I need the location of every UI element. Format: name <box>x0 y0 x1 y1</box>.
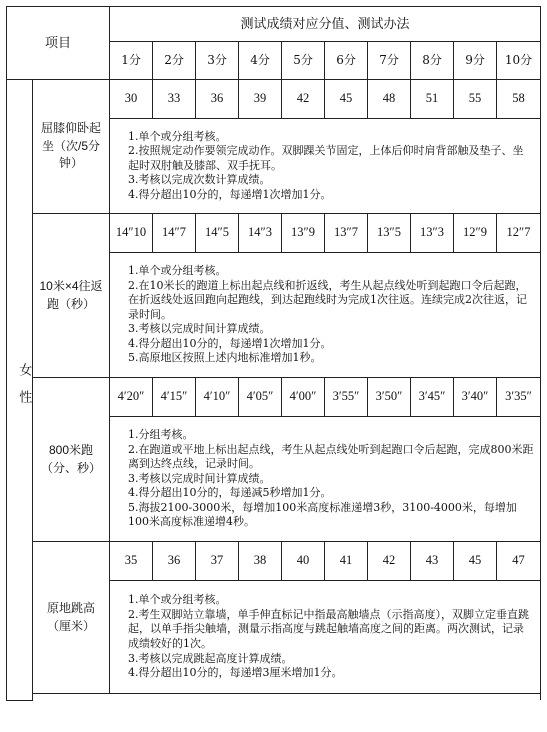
shuttle-run-method <box>110 253 541 378</box>
shuttle-value-5: 13″9 <box>282 214 325 253</box>
score-7: 7分 <box>368 42 411 80</box>
jump-value-10: 47 <box>497 542 541 581</box>
jump-value-3: 37 <box>196 542 239 581</box>
score-10: 10分 <box>497 42 541 80</box>
run-800m-value-3: 4′10″ <box>196 378 239 417</box>
situp-method <box>110 119 541 214</box>
run-800m-value-7: 3′50″ <box>368 378 411 417</box>
jump-method-line-3: 3.考核以完成跳起高度计算成绩。 <box>128 651 293 665</box>
score-6: 6分 <box>325 42 368 80</box>
gender-cell <box>7 80 33 701</box>
score-9: 9分 <box>454 42 497 80</box>
run-800m-value-4: 4′05″ <box>239 378 282 417</box>
situp-value-2: 33 <box>153 80 196 119</box>
situp-value-10: 58 <box>497 80 541 119</box>
shuttle-value-4: 14″3 <box>239 214 282 253</box>
situp-value-8: 51 <box>411 80 454 119</box>
run-800m-method-line-1: 1.分组考核。 <box>128 428 194 442</box>
jump-label: 原地跳高（厘米） <box>33 542 110 694</box>
shuttle-value-8: 13″3 <box>411 214 454 253</box>
jump-value-8: 43 <box>411 542 454 581</box>
situp-method-line-2: 2.按照规定动作要领完成动作。双脚踝关节固定，上体后仰时肩背部触及垫子、坐起时双肘触及膝部、双手抚耳。 <box>128 144 524 172</box>
score-4: 4分 <box>239 42 282 80</box>
situp-label: 屈膝仰卧起坐（次/5分钟） <box>33 80 110 214</box>
run-800m-method <box>110 417 541 542</box>
situp-value-1: 30 <box>110 80 153 119</box>
run-800m-value-10: 3′35″ <box>497 378 541 417</box>
situp-value-7: 48 <box>368 80 411 119</box>
situp-method-line-1: 1.单个或分组考核。 <box>128 129 227 143</box>
run-800m-method-line-5: 5.海拔2100-3000米，每增加100米高度标准递增3秒，3100-4000米，每增加100米高度标准递增4秒。 <box>128 500 517 529</box>
jump-value-1: 35 <box>110 542 153 581</box>
run-800m-method-line-4: 4.得分超出10分的，每递减5秒增加1分。 <box>128 486 332 500</box>
shuttle-value-6: 13″7 <box>325 214 368 253</box>
situp-value-6: 45 <box>325 80 368 119</box>
jump-value-9: 45 <box>454 542 497 581</box>
shuttle-value-10: 12″7 <box>497 214 541 253</box>
jump-value-7: 42 <box>368 542 411 581</box>
jump-value-4: 38 <box>239 542 282 581</box>
shuttle-value-1: 14″10 <box>110 214 153 253</box>
shuttle-value-3: 14″5 <box>196 214 239 253</box>
jump-value-5: 40 <box>282 542 325 581</box>
table-bottom-spacer <box>33 694 541 701</box>
run-800m-value-1: 4′20″ <box>110 378 153 417</box>
run-800m-value-5: 4′00″ <box>282 378 325 417</box>
jump-value-6: 41 <box>325 542 368 581</box>
shuttle-method-line-1: 1.单个或分组考核。 <box>128 264 227 278</box>
score-header-title: 测试成绩对应分值、测试办法 <box>110 7 541 42</box>
run-800m-method-line-3: 3.考核以完成时间计算成绩。 <box>128 471 271 485</box>
jump-method-line-2: 2.考生双脚站立靠墙，单手伸直标记中指最高触墙点（示指高度），双脚立定垂直跳起，以单手指尖触墙，测量示指高度与跳起触墙高度之间的距离。两次测试，记录成绩较好的1次。 <box>128 607 530 650</box>
jump-method <box>110 581 541 694</box>
fitness-standard-table <box>6 6 541 701</box>
situp-value-3: 36 <box>196 80 239 119</box>
run-800m-label: 800米跑（分、秒） <box>33 378 110 542</box>
shuttle-value-7: 13″5 <box>368 214 411 253</box>
score-5: 5分 <box>282 42 325 80</box>
score-1: 1分 <box>110 42 153 80</box>
shuttle-value-2: 14″7 <box>153 214 196 253</box>
situp-method-line-4: 4.得分超出10分的，每递增1次增加1分。 <box>128 187 332 201</box>
situp-value-5: 42 <box>282 80 325 119</box>
run-800m-value-2: 4′15″ <box>153 378 196 417</box>
shuttle-run-label: 10米×4往返跑（秒） <box>33 214 110 378</box>
jump-method-line-4: 4.得分超出10分的，每递增3厘米增加1分。 <box>128 666 343 680</box>
item-header: 项目 <box>7 7 110 80</box>
score-2: 2分 <box>153 42 196 80</box>
shuttle-value-9: 12″9 <box>454 214 497 253</box>
shuttle-method-line-4: 4.得分超出10分的，每递增1次增加1分。 <box>128 336 332 350</box>
jump-method-line-1: 1.单个或分组考核。 <box>128 593 227 607</box>
situp-value-4: 39 <box>239 80 282 119</box>
situp-method-line-3: 3.考核以完成次数计算成绩。 <box>128 173 271 187</box>
shuttle-method-line-3: 3.考核以完成时间计算成绩。 <box>128 322 271 336</box>
jump-value-2: 36 <box>153 542 196 581</box>
run-800m-method-line-2: 2.在跑道或平地上标出起点线，考生从起点线处听到起跑口令后起跑，完成800米距离到达终点线，记录时间。 <box>128 442 534 471</box>
run-800m-value-8: 3′45″ <box>411 378 454 417</box>
situp-value-9: 55 <box>454 80 497 119</box>
shuttle-method-line-5: 5.高原地区按照上述内地标准增加1秒。 <box>128 351 322 365</box>
gender-label: 女性 <box>17 362 33 417</box>
score-8: 8分 <box>411 42 454 80</box>
shuttle-method-line-2: 2.在10米长的跑道上标出起点线和折返线，考生从起点线处听到起跑口令后起跑，在折返线处返回跑向起跑线，到达起跑线时为完成1次往返。连续完成2次往返，记录时间。 <box>128 278 528 321</box>
run-800m-value-9: 3′40″ <box>454 378 497 417</box>
score-3: 3分 <box>196 42 239 80</box>
run-800m-value-6: 3′55″ <box>325 378 368 417</box>
